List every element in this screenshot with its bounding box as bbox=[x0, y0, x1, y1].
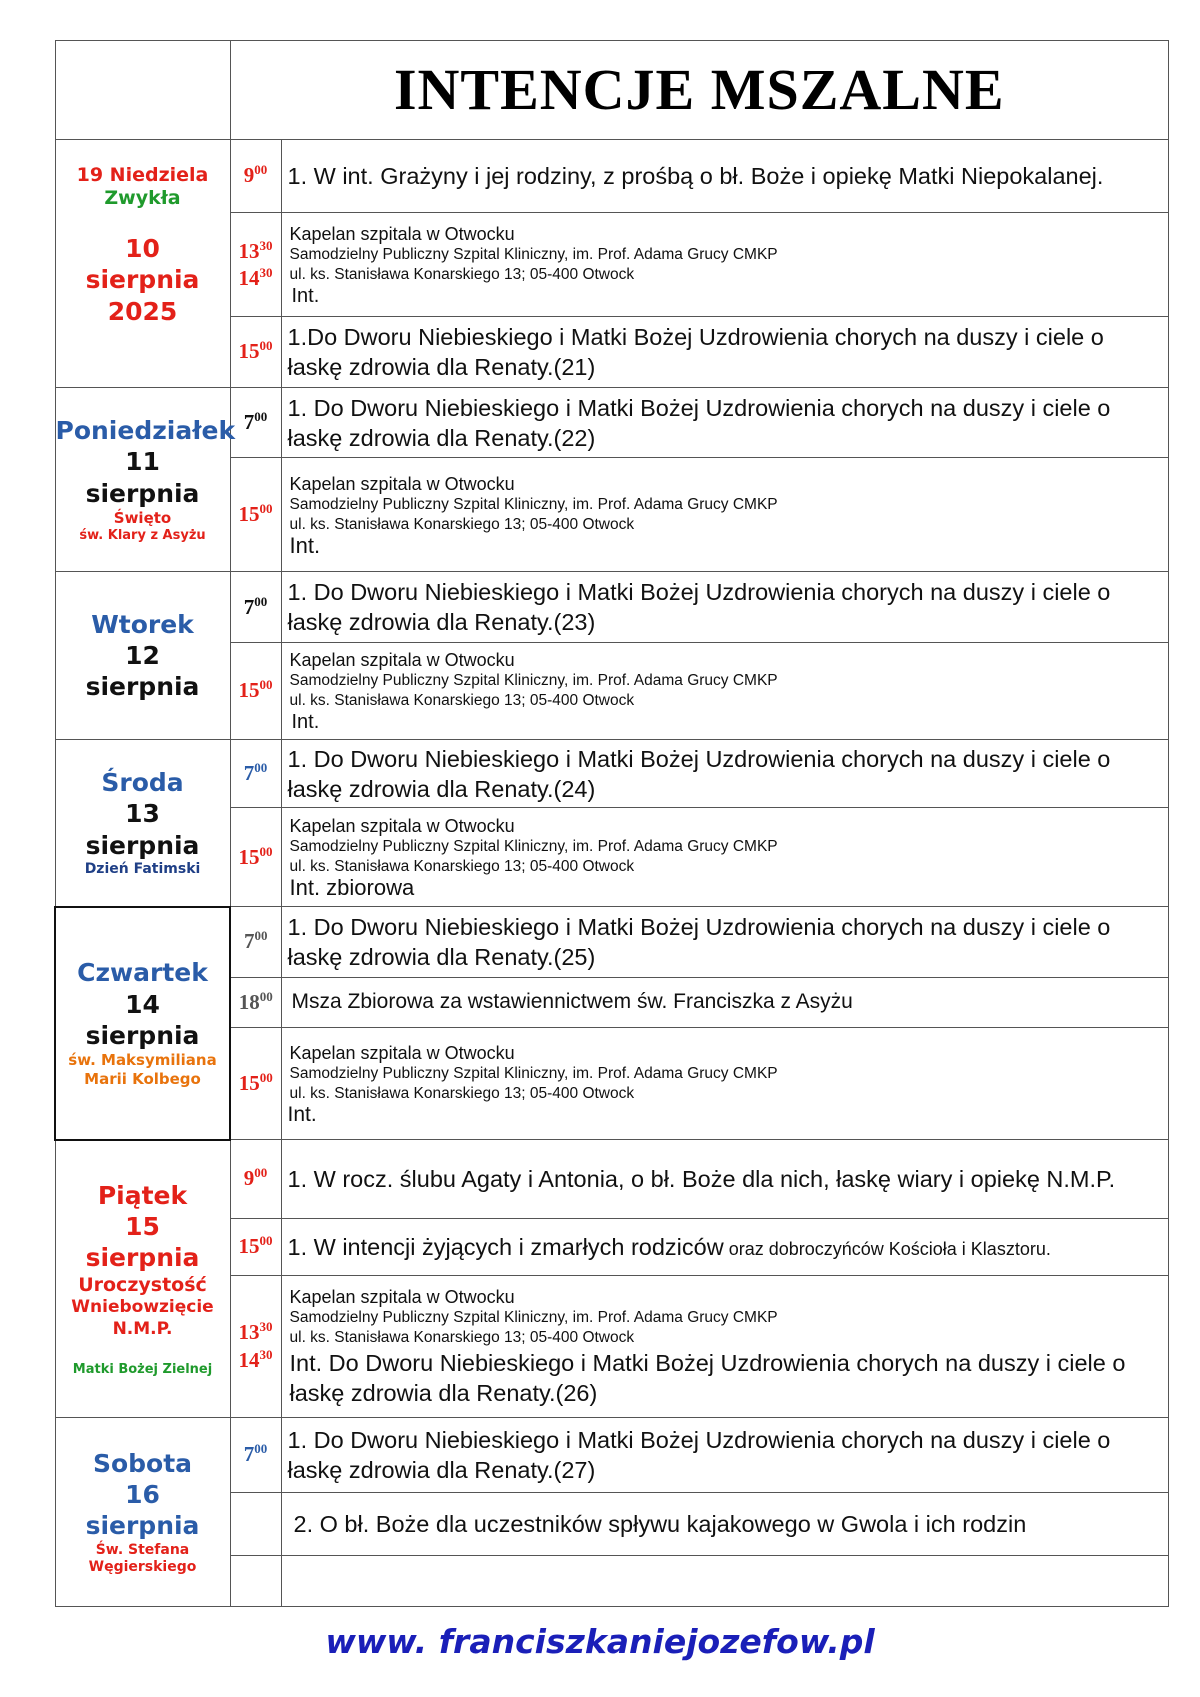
intention-cell bbox=[281, 977, 1169, 1027]
hospital-address-line: ul. ks. Stanisława Konarskiego 13; 05-400 Otwock bbox=[289, 1328, 635, 1346]
day-year: 2025 bbox=[107, 296, 178, 326]
intention-text: 1. Do Dworu Niebieskiego i Matki Bożej Uzdrowienia chorych na duszy i ciele o łaskę zdrowia dla Renaty.(24) bbox=[287, 745, 1111, 802]
hospital-intention-cell bbox=[281, 1028, 1169, 1140]
hospital-address-line: ul. ks. Stanisława Konarskiego 13; 05-400 Otwock bbox=[289, 1084, 635, 1102]
mass-time: $15^{00}$ bbox=[230, 317, 281, 388]
intention-cell bbox=[281, 907, 1169, 978]
day-note: Węgierskiego bbox=[88, 1559, 197, 1576]
intention-text: 1. W int. Grażyny i jej rodziny, z prośbą o bł. Boże i opiekę Matki Niepokalanej. bbox=[287, 163, 1104, 190]
mass-time: $7^{00}$ bbox=[230, 387, 281, 458]
intention-text: Int. bbox=[291, 284, 320, 307]
day-note: Święto bbox=[113, 508, 172, 527]
schedule-sheet bbox=[54, 40, 1169, 1607]
hospital-name-line: Samodzielny Publiczny Szpital Kliniczny, im. Prof. Adama Grucy CMKP bbox=[289, 838, 778, 856]
header-row bbox=[55, 41, 1169, 140]
day-cell-saturday bbox=[55, 1418, 230, 1607]
day-note: Uroczystość bbox=[78, 1273, 207, 1296]
mass-time-empty bbox=[230, 1492, 281, 1556]
hospital-name-line: Samodzielny Publiczny Szpital Kliniczny, im. Prof. Adama Grucy CMKP bbox=[289, 245, 778, 263]
intention-text: Msza Zbiorowa za wstawiennictwem św. Franciszka z Asyżu bbox=[291, 990, 853, 1014]
day-note: Matki Bożej Zielnej bbox=[72, 1361, 213, 1377]
intention-cell bbox=[281, 572, 1169, 643]
intention-cell bbox=[281, 1218, 1169, 1275]
intention-cell bbox=[281, 1418, 1169, 1493]
day-cell-friday bbox=[55, 1140, 230, 1418]
mass-time: $15^{00}$ bbox=[230, 1028, 281, 1140]
chaplain-line: Kapelan szpitala w Otwocku bbox=[289, 816, 515, 837]
intention-text: Int. bbox=[287, 1102, 317, 1126]
hospital-address-line: ul. ks. Stanisława Konarskiego 13; 05-400 Otwock bbox=[289, 691, 635, 709]
mass-time: $7^{00}$ bbox=[230, 572, 281, 643]
mass-row bbox=[55, 572, 1169, 643]
day-cell-thursday bbox=[55, 907, 230, 1140]
day-name: Piątek bbox=[97, 1180, 188, 1210]
intention-cell bbox=[281, 1492, 1169, 1556]
intention-text: 1. Do Dworu Niebieskiego i Matki Bożej Uzdrowienia chorych na duszy i ciele o łaskę zdrowia dla Renaty.(22) bbox=[287, 394, 1111, 451]
day-month: sierpnia bbox=[85, 265, 200, 295]
hospital-intention-cell bbox=[281, 213, 1169, 317]
intention-text: Int. Do Dworu Niebieskiego i Matki Bożej Uzdrowienia chorych na duszy i ciele o łaskę zdrowia dla Renaty.(26) bbox=[289, 1349, 1126, 1406]
intention-text: 1. Do Dworu Niebieskiego i Matki Bożej Uzdrowienia chorych na duszy i ciele o łaskę zdrowia dla Renaty.(25) bbox=[287, 913, 1111, 970]
mass-time: $15^{00}$ bbox=[230, 642, 281, 739]
mass-time: $15^{00}$ bbox=[230, 458, 281, 572]
day-cell-tuesday bbox=[55, 572, 230, 739]
day-name: Poniedziałek bbox=[55, 416, 236, 446]
day-month: sierpnia bbox=[85, 830, 200, 860]
intention-text: 1. W rocz. ślubu Agaty i Antonia, o bł. Boże dla nich, łaskę wiary i opiekę N.M.P. bbox=[287, 1165, 1116, 1192]
mass-time: $18^{00}$ bbox=[230, 977, 281, 1027]
chaplain-line: Kapelan szpitala w Otwocku bbox=[289, 649, 515, 670]
chaplain-line: Kapelan szpitala w Otwocku bbox=[289, 1042, 515, 1063]
mass-row bbox=[55, 907, 1169, 978]
chaplain-line: Kapelan szpitala w Otwocku bbox=[289, 223, 515, 244]
header-corner-cell bbox=[55, 41, 230, 140]
intention-text: Int. bbox=[291, 710, 320, 733]
hospital-name-line: Samodzielny Publiczny Szpital Kliniczny, im. Prof. Adama Grucy CMKP bbox=[289, 495, 778, 513]
hospital-address-line: ul. ks. Stanisława Konarskiego 13; 05-400 Otwock bbox=[289, 515, 635, 533]
intention-text: Int. bbox=[289, 532, 321, 558]
hospital-address-line: ul. ks. Stanisława Konarskiego 13; 05-400 Otwock bbox=[289, 858, 635, 876]
intention-text: 1. W intencji żyjących i zmarłych rodziców bbox=[287, 1233, 724, 1260]
day-note: Wniebowzięcie bbox=[71, 1297, 214, 1318]
day-number: 16 bbox=[125, 1480, 160, 1510]
intention-cell bbox=[281, 139, 1169, 213]
mass-time: $13^{30}$ $14^{30}$ bbox=[230, 213, 281, 317]
chaplain-line: Kapelan szpitala w Otwocku bbox=[289, 1286, 515, 1307]
mass-row bbox=[55, 1140, 1169, 1219]
page-title: INTENCJE MSZALNE bbox=[230, 41, 1169, 140]
day-month: sierpnia bbox=[85, 478, 200, 508]
day-note: Św. Stefana bbox=[95, 1541, 190, 1558]
day-cell-sunday bbox=[55, 139, 230, 387]
intention-text-small: oraz dobroczyńców Kościoła i Klasztoru. bbox=[723, 1238, 1051, 1259]
mass-row bbox=[55, 387, 1169, 458]
day-month: sierpnia bbox=[85, 672, 200, 702]
day-number: 10 bbox=[125, 234, 160, 264]
hospital-intention-cell bbox=[281, 458, 1169, 572]
day-note: N.M.P. bbox=[112, 1318, 173, 1339]
mass-row bbox=[55, 139, 1169, 213]
mass-time: $9^{00}$ bbox=[230, 139, 281, 213]
chaplain-line: Kapelan szpitala w Otwocku bbox=[289, 473, 515, 494]
day-month: sierpnia bbox=[85, 1020, 200, 1050]
day-month: sierpnia bbox=[85, 1243, 200, 1273]
intention-cell bbox=[281, 1140, 1169, 1219]
mass-time: $7^{00}$ bbox=[230, 739, 281, 808]
day-number: 14 bbox=[125, 989, 160, 1019]
hospital-intention-cell bbox=[281, 808, 1169, 907]
intention-text: 1. Do Dworu Niebieskiego i Matki Bożej Uzdrowienia chorych na duszy i ciele o łaskę zdrowia dla Renaty.(27) bbox=[287, 1427, 1111, 1484]
day-number: 11 bbox=[125, 447, 160, 477]
day-month: sierpnia bbox=[85, 1511, 200, 1541]
day-name: Środa bbox=[101, 768, 184, 798]
day-name: Sobota bbox=[92, 1448, 193, 1478]
day-note: św. Klary z Asyżu bbox=[79, 527, 206, 543]
mass-row bbox=[55, 739, 1169, 808]
intentions-table bbox=[54, 40, 1169, 1607]
intention-text: 1. Do Dworu Niebieskiego i Matki Bożej Uzdrowienia chorych na duszy i ciele o łaskę zdrowia dla Renaty.(23) bbox=[287, 579, 1111, 636]
hospital-intention-cell bbox=[281, 1276, 1169, 1418]
mass-time: $7^{00}$ bbox=[230, 907, 281, 978]
intention-cell bbox=[281, 739, 1169, 808]
empty-intention-cell bbox=[281, 1556, 1169, 1607]
day-name: Czwartek bbox=[77, 958, 208, 988]
mass-time: $9^{00}$ bbox=[230, 1140, 281, 1219]
intention-cell bbox=[281, 387, 1169, 458]
hospital-address-line: ul. ks. Stanisława Konarskiego 13; 05-400 Otwock bbox=[289, 265, 635, 283]
day-name: 19 Niedziela bbox=[76, 163, 209, 186]
hospital-name-line: Samodzielny Publiczny Szpital Kliniczny, im. Prof. Adama Grucy CMKP bbox=[289, 671, 778, 689]
day-note: św. Maksymiliana bbox=[68, 1051, 217, 1070]
day-cell-wednesday bbox=[55, 739, 230, 906]
day-number: 15 bbox=[125, 1212, 160, 1242]
intention-text: 1.Do Dworu Niebieskiego i Matki Bożej Uzdrowienia chorych na duszy i ciele o łaskę zdrowia dla Renaty.(21) bbox=[287, 324, 1104, 381]
empty-time-cell bbox=[230, 1556, 281, 1607]
day-note: Marii Kolbego bbox=[84, 1069, 201, 1088]
day-cell-monday bbox=[55, 387, 236, 572]
mass-time: $7^{00}$ bbox=[230, 1418, 281, 1493]
hospital-intention-cell bbox=[281, 642, 1169, 739]
mass-time: $15^{00}$ bbox=[230, 808, 281, 907]
intention-text: Int. zbiorowa bbox=[289, 875, 415, 901]
mass-time: $15^{00}$ bbox=[230, 1218, 281, 1275]
hospital-name-line: Samodzielny Publiczny Szpital Kliniczny, im. Prof. Adama Grucy CMKP bbox=[289, 1064, 778, 1082]
mass-time: $13^{30}$ $14^{30}$ bbox=[230, 1276, 281, 1418]
intention-cell bbox=[281, 317, 1169, 388]
hospital-name-line: Samodzielny Publiczny Szpital Kliniczny, im. Prof. Adama Grucy CMKP bbox=[289, 1308, 778, 1326]
day-number: 12 bbox=[125, 640, 160, 670]
intention-text: 2. O bł. Boże dla uczestników spływu kajakowego w Gwola i ich rodzin bbox=[293, 1511, 1027, 1538]
day-name-2: Zwykła bbox=[104, 187, 181, 210]
day-number: 13 bbox=[125, 799, 160, 829]
day-name: Wtorek bbox=[91, 609, 194, 639]
website-footer: www. franciszkaniejozefow.pl bbox=[325, 1622, 875, 1661]
day-note: Dzień Fatimski bbox=[84, 860, 201, 877]
mass-row bbox=[55, 1418, 1169, 1493]
